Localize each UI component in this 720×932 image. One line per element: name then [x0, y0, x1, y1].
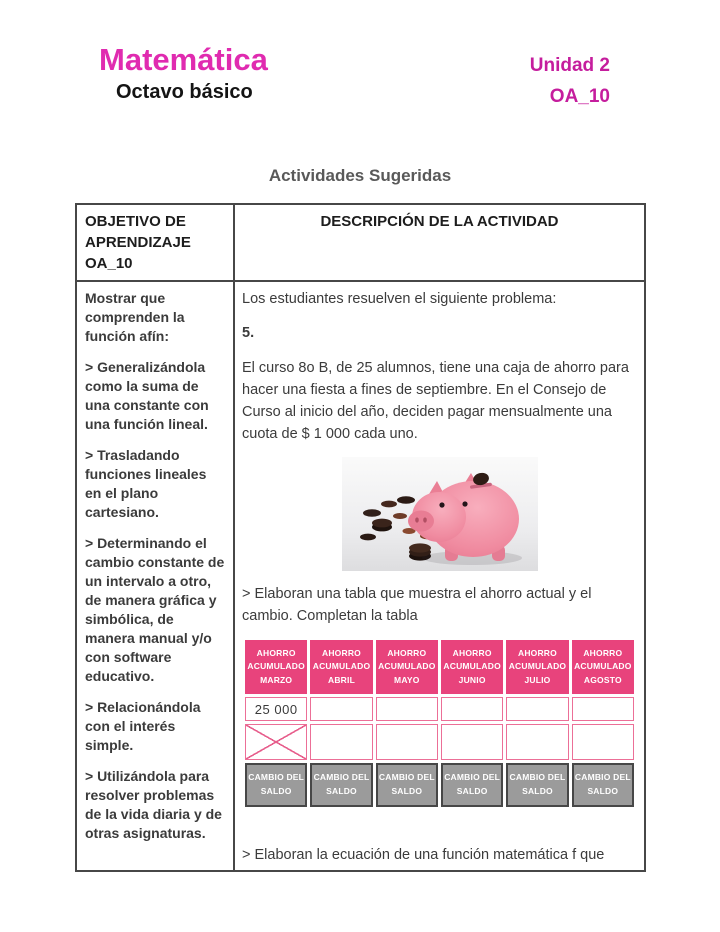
- savings-footer-row: [245, 763, 634, 807]
- objective-bullet: > Trasladando funciones lineales en el plano cartesiano.: [85, 447, 207, 520]
- activity-intro: Los estudiantes resuelven el siguiente problema:: [242, 291, 557, 307]
- savings-value-cell: [376, 697, 438, 721]
- task-table-text: > Elaboran una tabla que muestra el ahorro actual y el cambio. Completan la tabla: [242, 586, 592, 624]
- savings-empty-cell: [441, 724, 503, 760]
- description-cell: [234, 281, 645, 871]
- objective-cell: [76, 281, 234, 871]
- activity-number: 5.: [242, 325, 255, 341]
- saldo-footer-cell: CAMBIO DEL SALDO: [376, 763, 438, 807]
- piggy-bank-illustration: [342, 457, 538, 571]
- activity-problem: El curso 8o B, de 25 alumnos, tiene una caja de ahorro para hacer una fiesta a fines de septiembre. En el Consejo de Curso al inicio del año, deciden pagar mensualmente una cuota de $ 1 000 cada uno.: [242, 360, 629, 442]
- savings-crossed-cell: [245, 724, 307, 760]
- section-title: Actividades Sugeridas: [268, 166, 452, 185]
- savings-empty-cell: [572, 724, 634, 760]
- objective-bullet: > Generalizándola como la suma de una constante con una función lineal.: [85, 359, 209, 432]
- objective-intro: Mostrar que comprenden la función afín:: [85, 290, 185, 344]
- savings-value-cell: [572, 697, 634, 721]
- objective-bullet: > Utilizándola para resolver problemas de la vida diaria y de otras asignaturas.: [85, 768, 222, 841]
- page-title: Matemática: [99, 42, 268, 77]
- savings-table: [242, 637, 637, 810]
- savings-header-cell: AHORRO ACUMULADO ABRIL: [310, 640, 372, 694]
- savings-header-cell: AHORRO ACUMULADO JUNIO: [441, 640, 503, 694]
- savings-crossed-row: [245, 724, 634, 760]
- page-subtitle: Octavo básico: [116, 81, 253, 103]
- saldo-footer-cell: CAMBIO DEL SALDO: [441, 763, 503, 807]
- savings-value-cell: [310, 697, 372, 721]
- savings-value-cell: 25 000: [245, 697, 307, 721]
- saldo-footer-cell: CAMBIO DEL SALDO: [245, 763, 307, 807]
- savings-header-cell: AHORRO ACUMULADO MAYO: [376, 640, 438, 694]
- savings-empty-cell: [506, 724, 568, 760]
- objective-bullet: > Determinando el cambio constante de un intervalo a otro, de manera gráfica y simbólica, de manera manual y/o con software educativo.: [85, 535, 225, 684]
- savings-header-row: [245, 640, 634, 694]
- saldo-footer-cell: CAMBIO DEL SALDO: [572, 763, 634, 807]
- savings-value-cell: [441, 697, 503, 721]
- savings-header-cell: AHORRO ACUMULADO MARZO: [245, 640, 307, 694]
- saldo-footer-cell: CAMBIO DEL SALDO: [310, 763, 372, 807]
- savings-header-cell: AHORRO ACUMULADO AGOSTO: [572, 640, 634, 694]
- savings-empty-cell: [310, 724, 372, 760]
- objective-bullet: > Relacionándola con el interés simple.: [85, 699, 201, 753]
- saldo-footer-cell: CAMBIO DEL SALDO: [506, 763, 568, 807]
- main-table: [75, 203, 646, 872]
- unit-label: Unidad 2: [529, 55, 610, 76]
- piggy-bank-image: [342, 457, 538, 571]
- description-header-cell: DESCRIPCIÓN DE LA ACTIVIDAD: [234, 204, 645, 281]
- objective-header-cell: OBJETIVO DE APRENDIZAJE OA_10: [76, 204, 234, 281]
- savings-value-cell: [506, 697, 568, 721]
- brand-block: [99, 42, 268, 104]
- savings-empty-cell: [376, 724, 438, 760]
- savings-header-cell: AHORRO ACUMULADO JULIO: [506, 640, 568, 694]
- oa-code: OA_10: [549, 86, 610, 107]
- savings-values-row: [245, 697, 634, 721]
- task-equation-text: > Elaboran la ecuación de una función matemática f que: [242, 847, 605, 863]
- unit-block: [530, 50, 610, 112]
